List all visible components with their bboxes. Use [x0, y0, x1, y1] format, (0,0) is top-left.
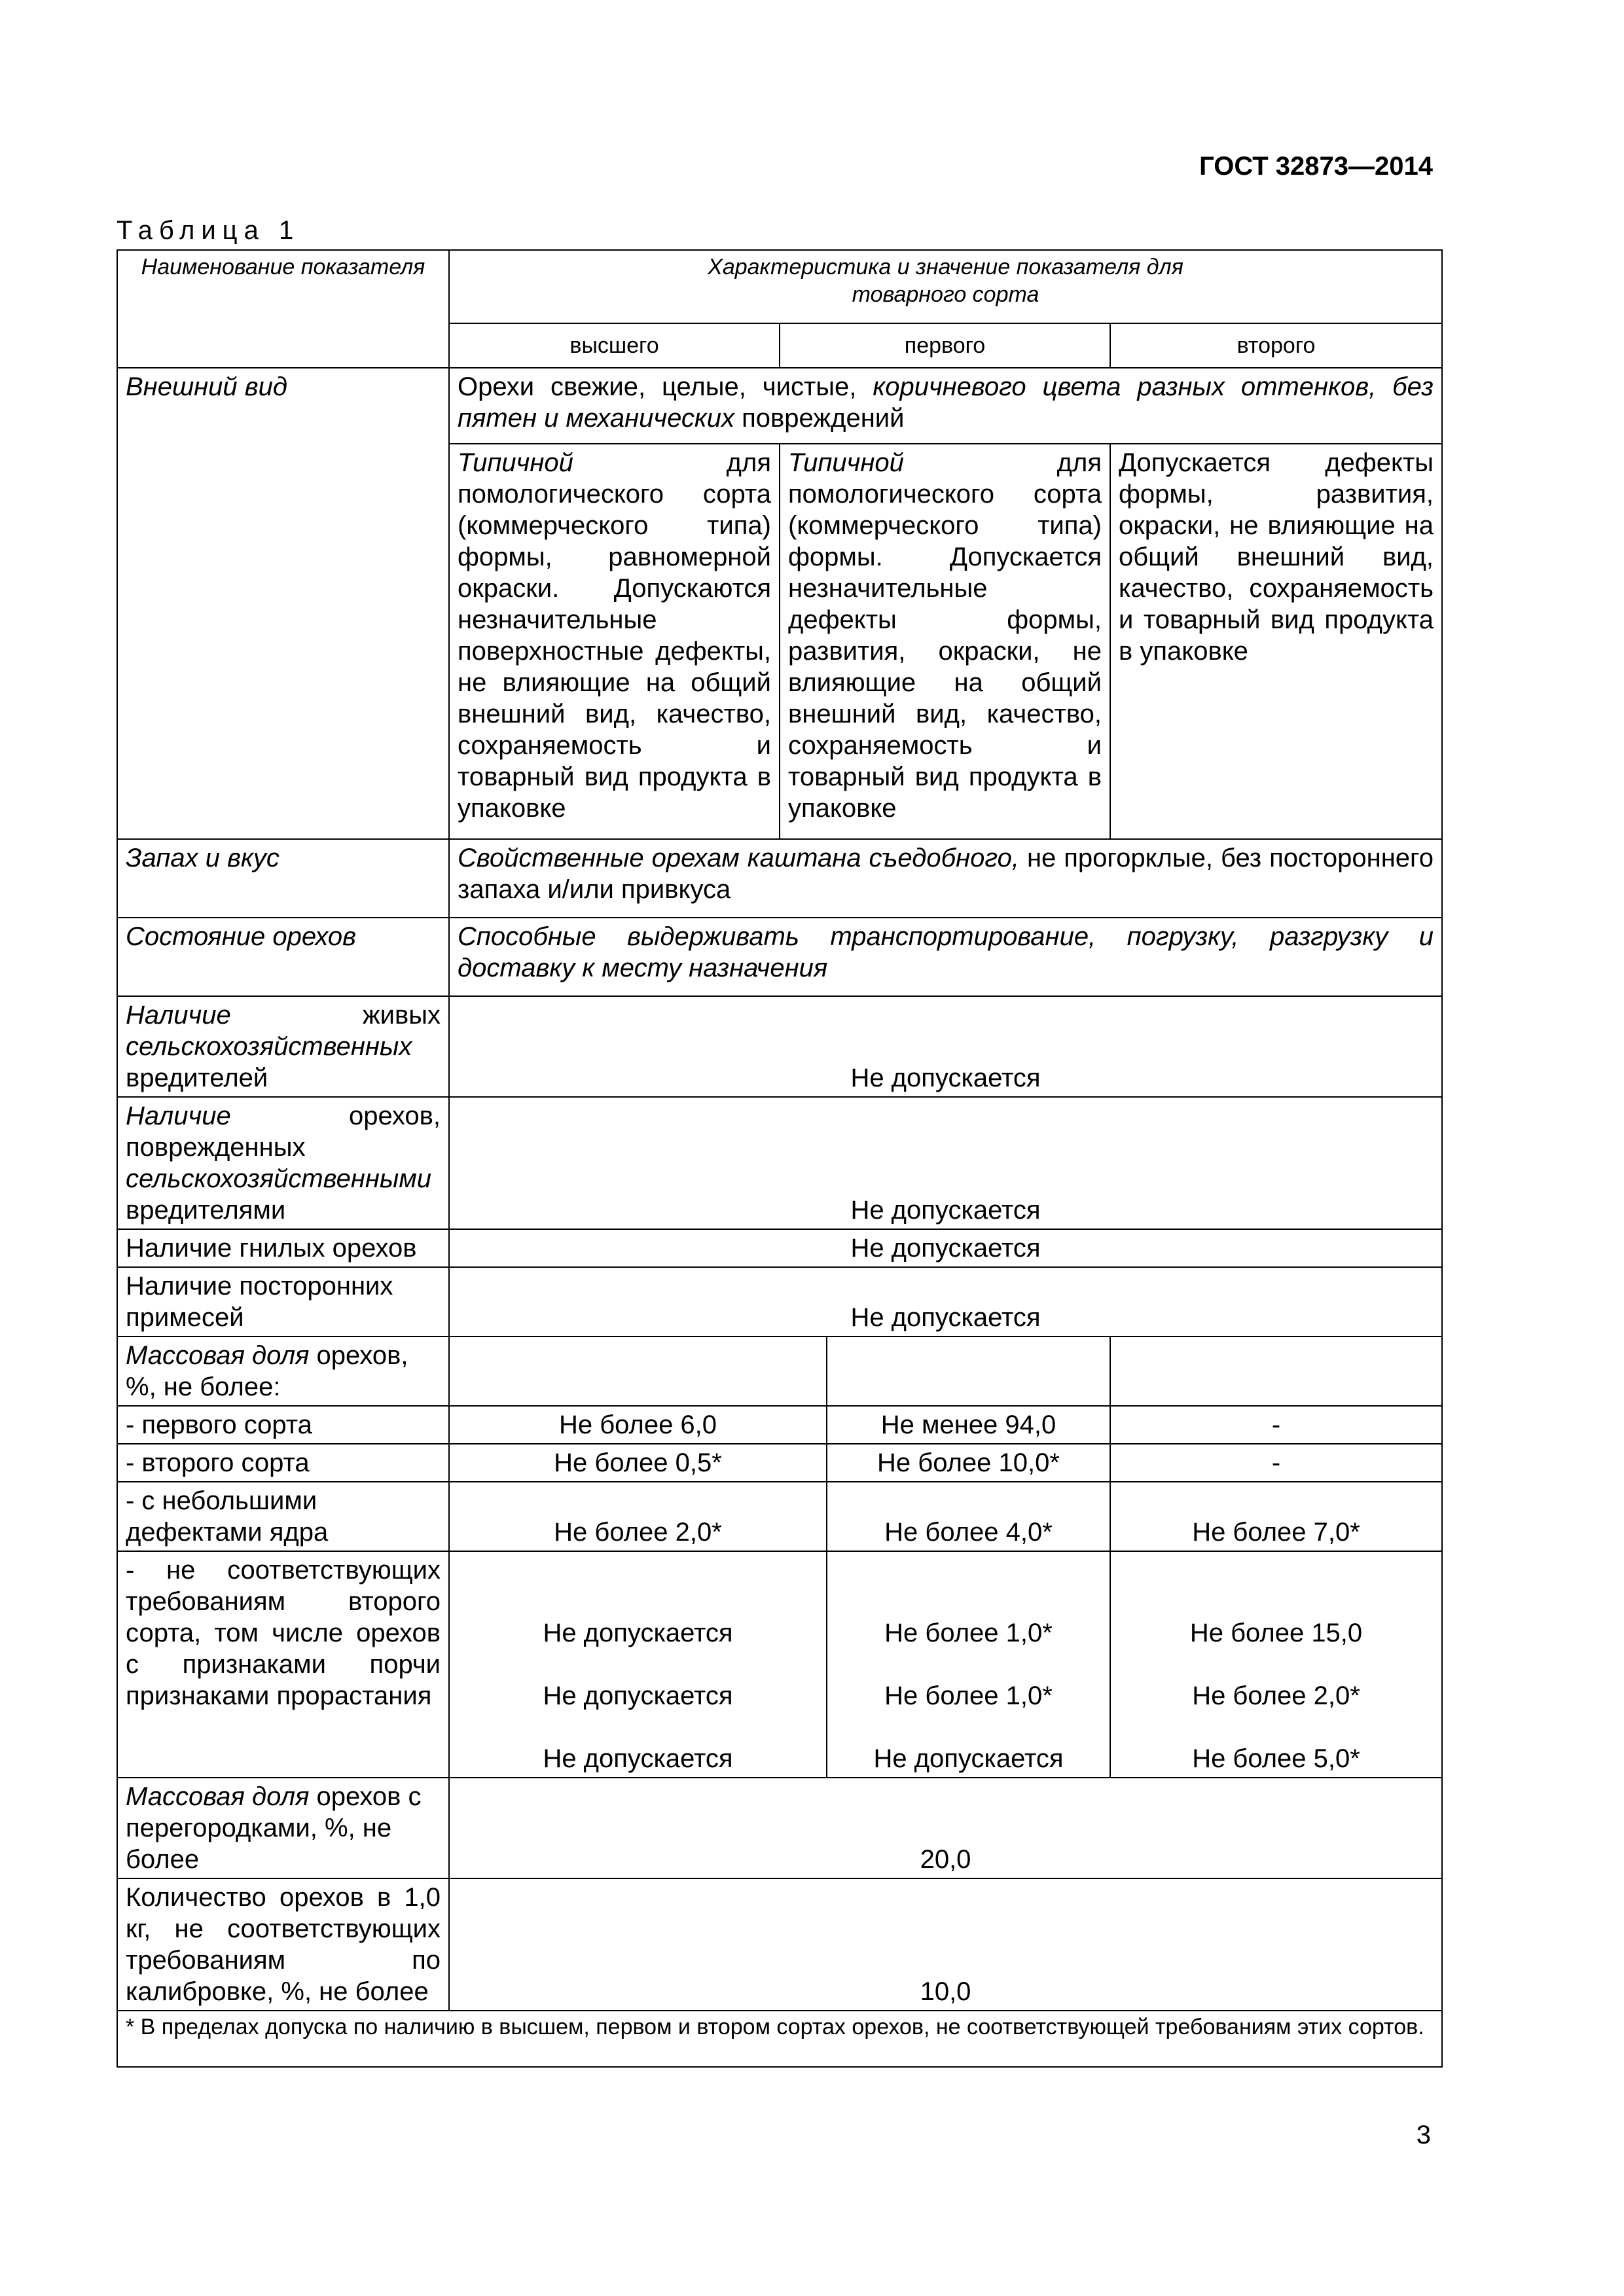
damaged-value: Не допускается	[449, 1097, 1442, 1229]
smell-value: Свойственные орехам каштана съедобного, не прогорклые, без постороннего запаха и/или привкуса	[449, 839, 1442, 918]
calibration-value: 10,0	[449, 1878, 1442, 2011]
rotten-label: Наличие гнилых орехов	[117, 1229, 449, 1267]
row-appearance	[117, 368, 1442, 444]
table-footnote: * В пределах допуска по наличию в высшем, первом и втором сортах орехов, не соответствующей требованиям этих сортов.	[117, 2011, 1442, 2067]
row-calibration	[117, 1878, 1442, 2011]
row-partitions	[117, 1778, 1442, 1878]
row-pests	[117, 996, 1442, 1097]
row-second-grade	[117, 1444, 1442, 1482]
row-smell-taste	[117, 839, 1442, 918]
mass-share-label: Массовая доля орехов, %, не более:	[117, 1336, 449, 1406]
row-state	[117, 918, 1442, 996]
nonconforming-highest: Не допускается Не допускается Не допускается	[449, 1551, 827, 1778]
rotten-value: Не допускается	[449, 1229, 1442, 1267]
appearance-label: Внешний вид	[117, 368, 449, 839]
partitions-value: 20,0	[449, 1778, 1442, 1878]
header-grade-highest: высшего	[449, 323, 780, 368]
appearance-first: Типичной для помологического сорта (коммерческого типа) формы. Допускается незначительные дефекты формы, развития, окраски, не влияющие на общий внешний вид, качество, сохраняемость и товарный вид продукта в упаковке	[780, 444, 1110, 839]
appearance-second: Допускается дефекты формы, развития, окраски, не влияющие на общий внешний вид, качество, сохраняемость и товарный вид продукта в упаковке	[1110, 444, 1442, 839]
damaged-label: Наличие орехов, поврежденных сельскохозяйственными вредителями	[117, 1097, 449, 1229]
small-defects-highest: Не более 2,0*	[449, 1482, 827, 1551]
row-footnote	[117, 2011, 1442, 2067]
pests-value: Не допускается	[449, 996, 1442, 1097]
mass-share-second	[1110, 1336, 1442, 1406]
appearance-highest: Типичной для помологического сорта (коммерческого типа) формы, равномерной окраски. Допускаются незначительные поверхностные дефекты, не влияющие на общий внешний вид, качество, сохраняемость и товарный вид продукта в упаковке	[449, 444, 780, 839]
calibration-label: Количество орехов в 1,0 кг, не соответствующих требованиям по калибровке, %, не более	[117, 1878, 449, 2011]
row-mass-share	[117, 1336, 1442, 1406]
mass-share-highest	[449, 1336, 827, 1406]
row-rotten	[117, 1229, 1442, 1267]
header-indicator-name: Наименование показателя	[117, 250, 449, 368]
nonconforming-first: Не более 1,0* Не более 1,0* Не допускается	[827, 1551, 1110, 1778]
row-first-grade	[117, 1406, 1442, 1444]
partitions-label: Массовая доля орехов с перегородками, %, не более	[117, 1778, 449, 1878]
first-grade-second: -	[1110, 1406, 1442, 1444]
header-characteristic: Характеристика и значение показателя для товарного сорта	[449, 250, 1442, 323]
small-defects-second: Не более 7,0*	[1110, 1482, 1442, 1551]
small-defects-label: - с небольшими дефектами ядра	[117, 1482, 449, 1551]
row-damaged	[117, 1097, 1442, 1229]
appearance-common: Орехи свежие, целые, чистые, коричневого цвета разных оттенков, без пятен и механических повреждений	[449, 368, 1442, 444]
impurities-value: Не допускается	[449, 1267, 1442, 1336]
nonconforming-second: Не более 15,0 Не более 2,0* Не более 5,0*	[1110, 1551, 1442, 1778]
second-grade-highest: Не более 0,5*	[449, 1444, 827, 1482]
mass-share-first	[827, 1336, 1110, 1406]
state-value: Способные выдерживать транспортирование, погрузку, разгрузку и доставку к месту назначения	[449, 918, 1442, 996]
header-grade-first: первого	[780, 323, 1110, 368]
row-nonconforming	[117, 1551, 1442, 1778]
impurities-label: Наличие посторонних примесей	[117, 1267, 449, 1336]
second-grade-label: - второго сорта	[117, 1444, 449, 1482]
first-grade-first: Не менее 94,0	[827, 1406, 1110, 1444]
first-grade-label: - первого сорта	[117, 1406, 449, 1444]
row-impurities	[117, 1267, 1442, 1336]
table-caption: Таблица 1	[117, 216, 300, 245]
document-code: ГОСТ 32873—2014	[1199, 152, 1433, 181]
page-number: 3	[1416, 2121, 1431, 2149]
nonconforming-label: - не соответствующих требованиям второго сорта, том числе орехов с признаками порчи признаками прорастания	[117, 1551, 449, 1778]
second-grade-second: -	[1110, 1444, 1442, 1482]
quality-table	[117, 249, 1443, 2068]
state-label: Состояние орехов	[117, 918, 449, 996]
small-defects-first: Не более 4,0*	[827, 1482, 1110, 1551]
table-header-row	[117, 250, 1442, 323]
pests-label: Наличие живых сельскохозяйственных вредителей	[117, 996, 449, 1097]
first-grade-highest: Не более 6,0	[449, 1406, 827, 1444]
row-small-defects	[117, 1482, 1442, 1551]
header-grade-second: второго	[1110, 323, 1442, 368]
smell-label: Запах и вкус	[117, 839, 449, 918]
second-grade-first: Не более 10,0*	[827, 1444, 1110, 1482]
